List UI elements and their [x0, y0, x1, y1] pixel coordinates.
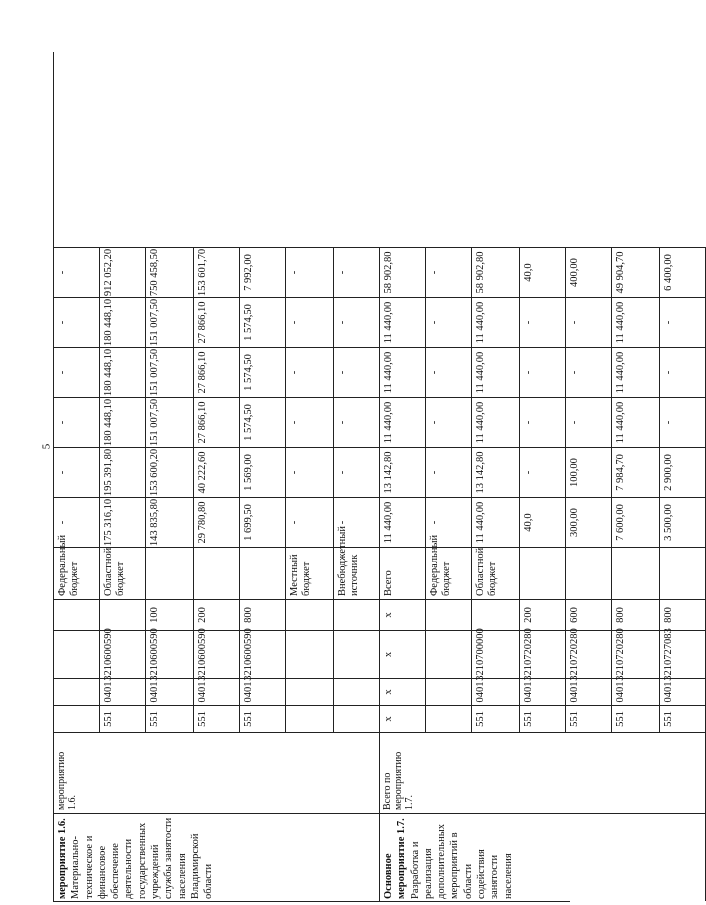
- cell-value-v2017: -: [286, 397, 334, 447]
- cell-value-v2019: -: [566, 297, 612, 347]
- table-row: [520, 247, 566, 732]
- cell-value-v2016: -: [520, 447, 566, 497]
- cell-value-v2016: 1 569,00: [240, 447, 286, 497]
- cell-rzpr: 0401: [472, 678, 520, 705]
- cell-value-v2019: -: [520, 297, 566, 347]
- cell-value-v2020: 58 902,80: [472, 247, 520, 297]
- cell-source: Федеральный бюджет: [54, 547, 100, 599]
- cell-value-v2020: 7 992,00: [240, 247, 286, 297]
- cell-value-v2020: 40,0: [520, 247, 566, 297]
- cell-value-v2019: 27 866,10: [194, 297, 240, 347]
- cell-value-v2016: 13 142,80: [472, 447, 520, 497]
- cell-csr: 3210720280: [566, 630, 612, 678]
- cell-value-v2016: -: [426, 447, 472, 497]
- cell-grbs: 551: [240, 705, 286, 732]
- cell-rzpr: [286, 678, 334, 705]
- cell-value-v2020: 6 400,00: [660, 247, 706, 297]
- cell-value-v2015: 300,00: [566, 497, 612, 547]
- cell-value-v2018: 11 440,00: [472, 347, 520, 397]
- cell-value-v2019: -: [660, 297, 706, 347]
- cell-value-v2019: -: [426, 297, 472, 347]
- cell-value-v2018: -: [334, 347, 380, 397]
- cell-vr: [286, 599, 334, 630]
- cell-value-v2019: 180 448,10: [100, 297, 146, 347]
- cell-value-v2020: 912 052,20: [100, 247, 146, 297]
- section-title: [380, 813, 706, 901]
- cell-value-v2018: 11 440,00: [380, 347, 426, 397]
- cell-value-v2015: -: [286, 497, 334, 547]
- cell-value-v2017: 1 574,50: [240, 397, 286, 447]
- section-title-text: Разработка и реализация дополнительных мероприятий в области содействия занятости населения: [409, 823, 514, 899]
- cell-vr: 800: [612, 599, 660, 630]
- cell-value-v2016: -: [54, 447, 100, 497]
- cell-source: Федеральный бюджет: [426, 547, 472, 599]
- cell-vr: 100: [146, 599, 194, 630]
- cell-rzpr: х: [380, 678, 426, 705]
- cell-value-v2018: -: [566, 347, 612, 397]
- table-row: [54, 247, 100, 732]
- cell-value-v2020: -: [426, 247, 472, 297]
- cell-csr: [54, 630, 100, 678]
- cell-grbs: 551: [520, 705, 566, 732]
- cell-value-v2019: -: [334, 297, 380, 347]
- cell-vr: [472, 599, 520, 630]
- cell-rzpr: [54, 678, 100, 705]
- cell-vr: [334, 599, 380, 630]
- table-row: [566, 247, 612, 732]
- cell-csr: [334, 630, 380, 678]
- cell-value-v2017: 151 007,50: [146, 397, 194, 447]
- cell-value-v2015: 11 440,00: [472, 497, 520, 547]
- cell-value-v2020: 153 601,70: [194, 247, 240, 297]
- cell-rzpr: 0401: [660, 678, 706, 705]
- cell-rzpr: 0401: [146, 678, 194, 705]
- cell-value-v2018: -: [660, 347, 706, 397]
- cell-value-v2015: 3 500,00: [660, 497, 706, 547]
- section-title: [54, 813, 380, 901]
- cell-value-v2019: -: [54, 297, 100, 347]
- cell-grbs: 551: [660, 705, 706, 732]
- table-row: [100, 247, 146, 732]
- cell-csr: [286, 630, 334, 678]
- table-row: [380, 247, 426, 732]
- cell-value-v2015: -: [334, 497, 380, 547]
- cell-vr: 200: [520, 599, 566, 630]
- cell-csr: 3210727083: [660, 630, 706, 678]
- cell-csr: 3210720280: [520, 630, 566, 678]
- cell-value-v2015: 175 316,10: [100, 497, 146, 547]
- cell-value-v2020: 750 458,50: [146, 247, 194, 297]
- cell-rzpr: 0401: [520, 678, 566, 705]
- cell-rzpr: 0401: [100, 678, 146, 705]
- cell-vr: 200: [194, 599, 240, 630]
- cell-source: [566, 547, 612, 599]
- table-row: [334, 247, 380, 732]
- cell-value-v2020: 400,00: [566, 247, 612, 297]
- cell-vr: 600: [566, 599, 612, 630]
- cell-source: Областной бюджет: [472, 547, 520, 599]
- cell-grbs: 551: [100, 705, 146, 732]
- cell-grbs: 551: [194, 705, 240, 732]
- table-row: [286, 247, 334, 732]
- table-row: [146, 247, 194, 732]
- cell-source: Внебюджетный источник: [334, 547, 380, 599]
- cell-grbs: 551: [566, 705, 612, 732]
- cell-value-v2018: -: [426, 347, 472, 397]
- cell-grbs: [426, 705, 472, 732]
- cell-csr: [426, 630, 472, 678]
- cell-csr: 3210600590: [146, 630, 194, 678]
- cell-value-v2017: -: [520, 397, 566, 447]
- cell-csr: 3210600590: [194, 630, 240, 678]
- cell-value-v2015: 40,0: [520, 497, 566, 547]
- budget-table: [53, 52, 674, 902]
- cell-value-v2020: 58 902,80: [380, 247, 426, 297]
- cell-grbs: 551: [612, 705, 660, 732]
- cell-source: [194, 547, 240, 599]
- cell-value-v2018: -: [54, 347, 100, 397]
- section-title-text: Материально-техническое и финансовое обеспечение деятельности государственных учреждений службы занятости населения Владимирской области: [70, 817, 215, 899]
- cell-rzpr: [334, 678, 380, 705]
- cell-value-v2020: -: [286, 247, 334, 297]
- cell-grbs: [54, 705, 100, 732]
- cell-rzpr: 0401: [240, 678, 286, 705]
- cell-value-v2015: 29 780,80: [194, 497, 240, 547]
- cell-value-v2017: -: [660, 397, 706, 447]
- cell-csr: 3210600590: [240, 630, 286, 678]
- cell-value-v2017: -: [334, 397, 380, 447]
- cell-value-v2015: -: [426, 497, 472, 547]
- cell-value-v2017: 27 866,10: [194, 397, 240, 447]
- cell-csr: 3210600590: [100, 630, 146, 678]
- cell-value-v2020: 49 904,70: [612, 247, 660, 297]
- cell-value-v2017: 11 440,00: [472, 397, 520, 447]
- cell-value-v2016: 2 900,00: [660, 447, 706, 497]
- table-row: [472, 247, 520, 732]
- cell-vr: [54, 599, 100, 630]
- cell-value-v2018: 180 448,10: [100, 347, 146, 397]
- cell-value-v2016: 13 142,80: [380, 447, 426, 497]
- section-title-bold: Основное мероприятие 1.7.: [383, 818, 408, 899]
- cell-value-v2016: 7 984,70: [612, 447, 660, 497]
- cell-grbs: 551: [472, 705, 520, 732]
- cell-rzpr: 0401: [194, 678, 240, 705]
- cell-value-v2015: 7 600,00: [612, 497, 660, 547]
- cell-value-v2019: 151 007,50: [146, 297, 194, 347]
- cell-rzpr: 0401: [612, 678, 660, 705]
- cell-value-v2015: 11 440,00: [380, 497, 426, 547]
- section-title-bold: мероприятие 1.6.: [57, 818, 68, 899]
- cell-value-v2016: 153 600,20: [146, 447, 194, 497]
- cell-value-v2017: 180 448,10: [100, 397, 146, 447]
- cell-value-v2018: -: [520, 347, 566, 397]
- subevent-label: Всего по мероприятию 1.7.: [380, 732, 706, 813]
- table-row: [194, 247, 240, 732]
- cell-value-v2015: 1 699,50: [240, 497, 286, 547]
- cell-value-v2018: 11 440,00: [612, 347, 660, 397]
- cell-source: Всего: [380, 547, 426, 599]
- cell-csr: 3210720280: [612, 630, 660, 678]
- cell-vr: 800: [660, 599, 706, 630]
- cell-value-v2015: -: [54, 497, 100, 547]
- cell-csr: х: [380, 630, 426, 678]
- cell-value-v2019: 1 574,50: [240, 297, 286, 347]
- cell-source: Местный бюджет: [286, 547, 334, 599]
- cell-vr: [100, 599, 146, 630]
- table-row: [660, 247, 706, 732]
- cell-value-v2018: -: [286, 347, 334, 397]
- cell-value-v2017: 11 440,00: [612, 397, 660, 447]
- cell-rzpr: 0401: [566, 678, 612, 705]
- cell-value-v2019: 11 440,00: [472, 297, 520, 347]
- cell-value-v2018: 1 574,50: [240, 347, 286, 397]
- cell-value-v2017: 11 440,00: [380, 397, 426, 447]
- cell-value-v2019: 11 440,00: [612, 297, 660, 347]
- cell-grbs: [334, 705, 380, 732]
- cell-value-v2017: -: [426, 397, 472, 447]
- cell-source: [146, 547, 194, 599]
- cell-csr: 3210700000: [472, 630, 520, 678]
- cell-value-v2019: -: [286, 297, 334, 347]
- cell-source: [240, 547, 286, 599]
- cell-value-v2016: -: [286, 447, 334, 497]
- cell-value-v2016: 40 222,60: [194, 447, 240, 497]
- cell-grbs: 551: [146, 705, 194, 732]
- cell-value-v2019: 11 440,00: [380, 297, 426, 347]
- cell-source: [660, 547, 706, 599]
- cell-vr: х: [380, 599, 426, 630]
- table-row: [426, 247, 472, 732]
- cell-vr: 800: [240, 599, 286, 630]
- cell-value-v2017: -: [566, 397, 612, 447]
- cell-grbs: х: [380, 705, 426, 732]
- cell-vr: [426, 599, 472, 630]
- cell-value-v2018: 27 866,10: [194, 347, 240, 397]
- cell-value-v2020: -: [54, 247, 100, 297]
- cell-source: Областной бюджет: [100, 547, 146, 599]
- table-row: [612, 247, 660, 732]
- cell-source: [520, 547, 566, 599]
- cell-value-v2020: -: [334, 247, 380, 297]
- rotated-document: [53, 52, 674, 902]
- cell-value-v2018: 151 007,50: [146, 347, 194, 397]
- cell-grbs: [286, 705, 334, 732]
- cell-value-v2016: 100,00: [566, 447, 612, 497]
- cell-rzpr: [426, 678, 472, 705]
- cell-source: [612, 547, 660, 599]
- page-number: 5: [40, 443, 53, 450]
- cell-value-v2015: 143 835,80: [146, 497, 194, 547]
- cell-value-v2016: 195 391,80: [100, 447, 146, 497]
- table-row: [240, 247, 286, 732]
- cell-value-v2016: -: [334, 447, 380, 497]
- cell-value-v2017: -: [54, 397, 100, 447]
- subevent-label: мероприятию 1.6.: [54, 732, 380, 813]
